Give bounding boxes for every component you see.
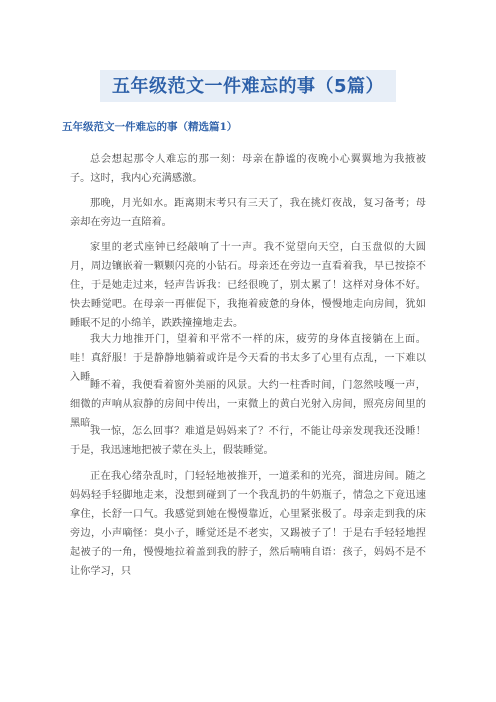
paragraph-5: 睡不着，我便看着窗外美丽的风景。大约一柱香时间，门忽然吱嘎一声，细微的声响从寂静的房间中传出，一束微上的黄白光射入房间，照亮房间里的黑暗。: [70, 380, 426, 429]
paragraph-4: 我大力地推开门，望着和平常不一样的床，疲劳的身体直接躺在上面。哇！真舒服！于是静静地躺着或许是今天看的书太多了心里有点乱，一下难以入睡。: [70, 334, 426, 383]
title-wrap: [0, 70, 496, 102]
paragraph-7: 正在我心绪杂乱时，门轻轻地被推开，一道柔和的光亮，溜进房间。随之妈妈轻手轻脚地走来，没想到碰到了一个我乱扔的牛奶瓶子，情急之下竟迅速拿住，长舒一口气。我感觉到她在慢慢靠近，心里紧张极了。母亲走到我的床旁边，小声嘀怪：臭小子，睡觉还是不老实，又踢被子了！于是右手轻轻地捏起被子的一角，慢慢地拉着盖到我的脖子，然后喃喃自语：孩子，妈妈不是不让你学习，只: [70, 471, 426, 577]
paragraph-6: 我一惊，怎么回事？难道是妈妈来了？不行，不能让母亲发现我还没睡！于是，我迅速地把被子蒙在头上，假装睡觉。: [70, 426, 426, 456]
paragraph-2: 那晚，月光如水。距离期末考只有三天了，我在挑灯夜战，复习备考；母亲却在旁边一直陪着。: [70, 198, 426, 228]
document-title: 五年级范文一件难忘的事（5篇）: [100, 70, 396, 102]
section-subtitle: 五年级范文一件难忘的事（精选篇1）: [62, 121, 238, 133]
paragraph-1: 总会想起那令人难忘的那一刻：母亲在静谧的夜晚小心翼翼地为我掖被子。这时，我内心充满感激。: [70, 154, 426, 184]
paragraph-3: 家里的老式座钟已经敲响了十一声。我不觉望向天空，白玉盘似的大圆月，周边镶嵌着一颗颗闪亮的小钻石。母亲还在旁边一直看着我，早已按捺不住，于是她走过来，轻声告诉我：已经很晚了，别太累了！这样对身体不好。快去睡觉吧。在母亲一再催促下，我拖着疲惫的身体，慢慢地走向房间，犹如睡眠不足的小绵羊，跌跌撞撞地走去。: [70, 242, 426, 329]
